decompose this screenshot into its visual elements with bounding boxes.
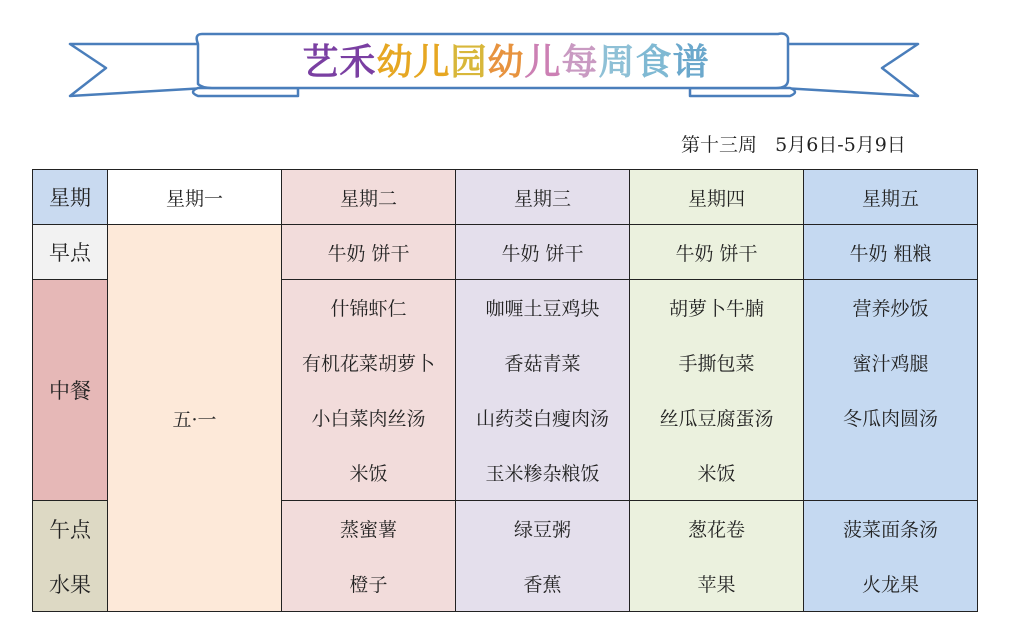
day-header-tue: 星期二 [282, 170, 456, 225]
breakfast-tue: 牛奶 饼干 [282, 225, 456, 280]
title-char: 每 [561, 41, 599, 83]
title-char: 幼 [376, 41, 414, 83]
dish: 冬瓜肉圆汤 [842, 408, 938, 430]
dish: 手撕包菜 [678, 353, 755, 375]
snack-item: 菠菜面条汤 [842, 519, 938, 541]
title-char: 周 [598, 41, 636, 83]
page-title [0, 34, 1012, 85]
dish: 蜜汁鸡腿 [852, 353, 929, 375]
title-char: 艺 [302, 41, 340, 83]
dish: 营养炒饭 [852, 298, 929, 320]
dish: 什锦虾仁 [330, 298, 407, 320]
lunch-fri [804, 280, 978, 501]
breakfast-wed: 牛奶 饼干 [456, 225, 630, 280]
row-label-breakfast: 早点 [33, 225, 108, 280]
dish: 有机花菜胡萝卜 [301, 353, 435, 375]
title-char: 禾 [339, 41, 377, 83]
title-char: 园 [450, 41, 488, 83]
dish: 小白菜肉丝汤 [311, 408, 426, 430]
dish: 胡萝卜牛腩 [668, 298, 764, 320]
snack-item: 绿豆粥 [513, 519, 571, 541]
dish [804, 445, 977, 500]
dish: 米饭 [697, 463, 736, 485]
fruit-item: 橙子 [349, 574, 388, 596]
breakfast-thu: 牛奶 饼干 [630, 225, 804, 280]
day-header-fri: 星期五 [804, 170, 978, 225]
row-label-fruit: 水果 [49, 572, 91, 597]
day-header-thu: 星期四 [630, 170, 804, 225]
monday-holiday-cell: 五·一 [108, 225, 282, 612]
dish: 咖喱土豆鸡块 [485, 298, 600, 320]
lunch-wed [456, 280, 630, 501]
title-char: 食 [635, 41, 673, 83]
lunch-thu [630, 280, 804, 501]
row-label-snack: 午点 [49, 517, 91, 542]
row-label-snack-fruit [33, 501, 108, 612]
title-char: 儿 [524, 41, 562, 83]
weekly-menu-table [32, 169, 978, 612]
snack-fruit-wed [456, 501, 630, 612]
day-header-wed: 星期三 [456, 170, 630, 225]
title-char: 儿 [413, 41, 451, 83]
dish: 玉米糁杂粮饭 [485, 463, 600, 485]
dish: 山药茭白瘦肉汤 [475, 408, 609, 430]
row-label-lunch: 中餐 [33, 280, 108, 501]
snack-fruit-thu [630, 501, 804, 612]
fruit-item: 火龙果 [861, 574, 919, 596]
dish: 丝瓜豆腐蛋汤 [659, 408, 774, 430]
fruit-item: 香蕉 [523, 574, 562, 596]
title-char: 幼 [487, 41, 525, 83]
breakfast-fri: 牛奶 粗粮 [804, 225, 978, 280]
title-char: 谱 [672, 41, 710, 83]
snack-fruit-tue [282, 501, 456, 612]
snack-fruit-fri [804, 501, 978, 612]
header-day-label: 星期 [33, 170, 108, 225]
snack-item: 葱花卷 [687, 519, 745, 541]
snack-item: 蒸蜜薯 [339, 519, 397, 541]
fruit-item: 苹果 [697, 574, 736, 596]
dish: 香菇青菜 [504, 353, 581, 375]
dish: 米饭 [349, 463, 388, 485]
lunch-tue [282, 280, 456, 501]
day-header-mon: 星期一 [108, 170, 282, 225]
week-date-range: 第十三周 5月6日-5月9日 [681, 134, 906, 156]
